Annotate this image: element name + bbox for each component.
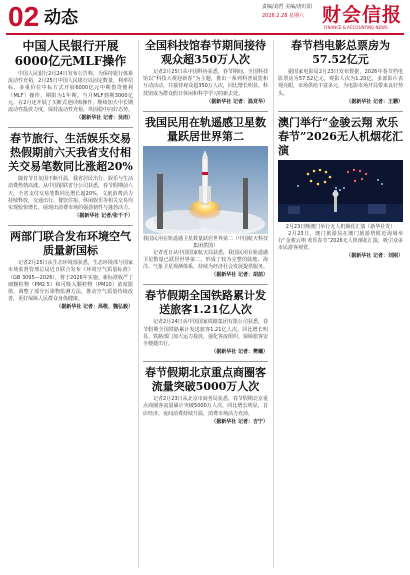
page-number: 02 [8,1,40,32]
article-body: 据国家电影局2月23日发布数据，2026年春节档电影票房为57.52亿元，观影人次为1.20亿，多部影片表现亮眼，市场供给丰富多元，为电影市场开局带来良好势头。 [278,69,404,97]
byline: （据新华社 记者/张千千） [74,213,133,220]
headline[interactable]: 春节旅行、生活娱乐交易热假期前六天我省支付相关交易笔数同比涨超20% [8,132,133,174]
byline: （据新华社 记者：吴雨） [76,115,133,122]
article-payments [8,132,133,220]
byline: （据新华社 记者：胡喆） [211,272,268,279]
article-satellites [143,116,268,280]
photo-caption: 2月23日晚澳门举行无人机烟花汇演（新华社发） [285,223,396,230]
divider [8,127,133,128]
article-body: 记者2月25日从生态环境部获悉，生态环境部与国家市场监督管理总局近日联合发布《环境空气质量标准》（GB 3095—2026），将于2026年实施。新标准收严了细颗粒物（PM2.5）和可吸入颗粒物（PM10）浓度限值，调整了部分污染物监测方法，推动空气质量持续改善，更好保障人民群众身体健康。 [8,260,133,303]
byline: （据新华社 记者：温竞华） [206,98,268,105]
article-body: 记者近日从中国国家航天局获悉，我国民用在轨遥感卫星数量已跃居世界第二，形成了较为完整的陆地、海洋、气象卫星观测体系，持续为经济社会发展提供服务。 [143,249,269,271]
column-3 [278,38,403,265]
byline: （据新华社 记者：王鹏） [346,98,403,105]
article-body: 2月23日，澳门旅游局在澳门旅游塔附近海域举行“金骏云翔 欢乐春节”2026无人机烟花汇演，吸引众多市民游客观赏。 [278,230,403,252]
column-1 [8,38,133,316]
byline: （据新华社 记者：樊曦） [211,349,268,356]
byline: （据新华社 记者：刘刚） [346,253,403,260]
article-body: 记者2月23日从北京市商务局获悉，春节假期北京重点商圈客流量累计突破5000万人次，同比增长明显，首店经济、夜间消费持续升温，消费市场活力充沛。 [143,396,268,417]
masthead-rule [6,33,404,35]
issue-date: 2026.2.28 星期六 [262,13,305,19]
divider [8,225,133,226]
divider [278,111,403,112]
byline: （据新华社 记者：吉宁） [211,418,268,425]
column-divider [138,40,139,568]
section-title: 动态 [44,8,78,28]
article-mlf [8,39,133,122]
headline[interactable]: 春节档电影总票房为57.52亿元 [291,39,390,66]
headline[interactable]: 我国民用在轨遥感卫星数量跃居世界第二 [145,115,266,143]
article-beijing-shopping [143,366,268,426]
article-body: 记者2月24日从中国国家铁路集团有限公司获悉，春节假期全国铁路累计发送旅客1.21亿人次，同比增长明显。铁路部门加大运力投放，强化客流组织，保障旅客安全便捷出行。 [143,319,269,348]
photo-caption: 我国民用在轨遥感卫星数量跃居世界第二（中国航天科技集团供图） [143,235,269,249]
article-science-museums [143,39,268,106]
article-body: 随着节日氛围不断升温，我省居民出行、娱乐与生活消费热情高涨。从中国银联省分公司获悉，春节假期前六天，全省支付交易笔数同比增长超20%，文旅消费活力持续释放，交通出行、餐饮住宿、休闲娱乐等相关交易均实现较快增长，展现出消费市场的强劲韧性与蓬勃活力。 [8,176,134,212]
divider [143,284,268,285]
column-divider [273,40,274,568]
divider [143,361,268,362]
divider [143,111,268,112]
headline[interactable]: 两部门联合发布环境空气质量新国标 [10,230,131,258]
article-macau-drones [278,116,403,261]
column-2 [143,38,268,431]
headline[interactable]: 春节假期北京重点商圈客流量突破5000万人次 [145,366,266,394]
newspaper-brand-en: FINANCE & ACCOUNTING NEWS [324,25,388,30]
article-body: 中国人民银行2月24日发布公告称，为保持银行体系流动性充裕，2月25日中国人民银行以固定数量、利率招标、多重价位中标方式开展6000亿元中期借贷便利（MLF）操作，期限为1年期。当月MLF到期3000亿元，在2月还开展了买断式逆回购操作，继续加大中长期流动性投放力度，保持流动性充裕，巩固稳中向好态势。 [8,71,134,114]
headline[interactable]: 中国人民银行开展6000亿元MLF操作 [14,39,127,68]
headline[interactable]: 春节假期全国铁路累计发送旅客1.21亿人次 [145,289,266,317]
headline[interactable]: 全国科技馆春节期间接待观众超350万人次 [145,39,266,66]
drone-show-photo[interactable] [278,160,403,222]
article-box-office [278,39,403,106]
masthead [0,0,410,36]
newspaper-brand: 财会信报 [322,4,403,26]
article-body: 记者2月25日从中国科协获悉，春节期间，全国科技馆以“科技大观迎新春”为主题，推出一系列科普展览和互动活动，共接待观众超350万人次，同比增长明显。科技馆成为群众假日休闲和科学学习的新去处。 [143,69,268,97]
rocket-launch-photo[interactable] [143,146,268,234]
article-air-standard [8,230,133,311]
editors-line: 责编/刘哲 美编/唐红阳 [262,4,312,10]
article-railway [143,289,268,356]
byline: （据新华社 记者：高敬、魏弘毅） [56,304,133,311]
headline[interactable]: 澳门举行“金骏云翔 欢乐春节”2026无人机烟花汇演 [278,115,403,157]
